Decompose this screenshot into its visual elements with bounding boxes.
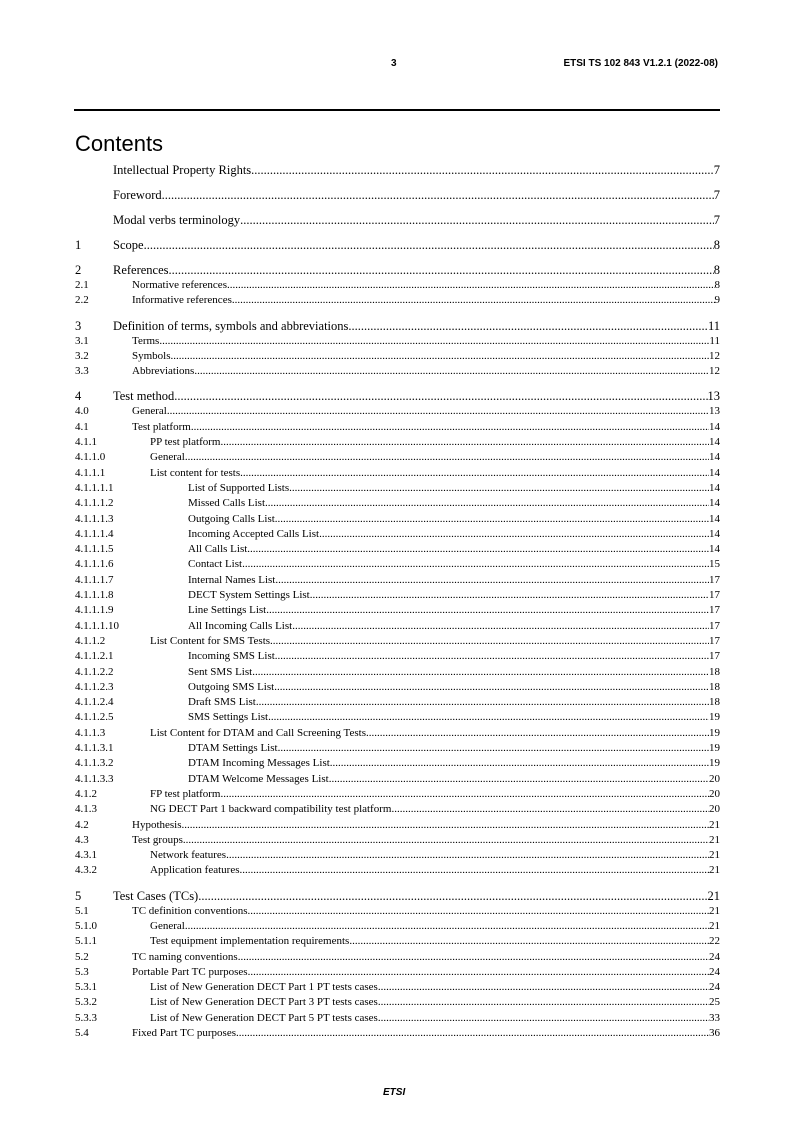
toc-entry[interactable] (75, 904, 720, 919)
toc-entry[interactable] (75, 389, 720, 404)
toc-entry[interactable] (75, 213, 720, 228)
toc-page-number: 14 (709, 420, 720, 433)
toc-leader-dots (391, 802, 709, 817)
toc-leader-dots (174, 389, 707, 404)
toc-title: Modal verbs terminology (113, 213, 241, 227)
toc-page-number: 13 (709, 405, 720, 418)
toc-entry[interactable] (75, 710, 720, 725)
toc-number: 5.1 (75, 904, 89, 917)
toc-number: 4.3.1 (75, 849, 97, 862)
toc-entry[interactable] (75, 980, 720, 995)
toc-leader-dots (242, 557, 709, 572)
toc-number: 4.1.1.1 (75, 466, 106, 479)
toc-leader-dots (378, 995, 709, 1010)
toc-number: 4.1.1.3.1 (75, 742, 114, 755)
toc-leader-dots (194, 364, 709, 379)
toc-number: 1 (75, 238, 82, 252)
toc-entry[interactable] (75, 848, 720, 863)
toc-entry[interactable] (75, 741, 720, 756)
page-title: Contents (75, 130, 164, 156)
toc-title: General (150, 919, 185, 932)
toc-entry[interactable] (75, 263, 720, 278)
toc-leader-dots (232, 293, 715, 308)
toc-page-number: 24 (709, 965, 720, 978)
toc-title: Outgoing SMS List (188, 680, 275, 693)
toc-entry[interactable] (75, 756, 720, 771)
toc-entry[interactable] (75, 588, 720, 603)
toc-title: General (132, 405, 167, 418)
toc-leader-dots (310, 588, 709, 603)
toc-leader-dots (226, 848, 709, 863)
toc-page-number: 17 (709, 650, 720, 663)
toc-leader-dots (366, 726, 709, 741)
toc-number: 5.3.3 (75, 1011, 97, 1024)
toc-page-number: 21 (709, 904, 720, 917)
toc-title: Abbreviations (132, 365, 195, 378)
toc-entry[interactable] (75, 680, 720, 695)
toc-leader-dots (270, 634, 709, 649)
toc-number: 5.3 (75, 965, 89, 978)
toc-entry[interactable] (75, 420, 720, 435)
toc-title: Application features (150, 864, 240, 877)
toc-number: 2.1 (75, 279, 89, 291)
toc-title: TC naming conventions (132, 950, 238, 963)
toc-entry[interactable] (75, 787, 720, 802)
toc-number: 4.1.1.2.4 (75, 696, 114, 709)
page-number: 3 (391, 58, 397, 69)
toc-page-number: 18 (709, 680, 720, 693)
toc-entry[interactable] (75, 802, 720, 817)
toc-number: 4.1.1.3.3 (75, 772, 114, 785)
toc-page-number: 24 (709, 981, 720, 994)
toc-leader-dots (198, 889, 707, 904)
toc-title: Network features (150, 849, 227, 862)
toc-title: Definition of terms, symbols and abbreviations (113, 318, 349, 333)
toc-number: 3.1 (75, 334, 89, 347)
toc-page-number: 19 (709, 742, 720, 755)
toc-number: 4.0 (75, 405, 89, 418)
toc-title: List of New Generation DECT Part 3 PT tests cases (150, 996, 378, 1009)
toc-title: Contact List (188, 558, 243, 571)
toc-leader-dots (247, 542, 709, 557)
toc-title: Hypothesis (132, 818, 182, 831)
toc-title: Terms (132, 334, 160, 347)
toc-title: Missed Calls List (188, 497, 266, 510)
toc-page-number: 21 (709, 919, 720, 932)
toc-title: Outgoing Calls List (188, 512, 275, 525)
toc-number: 5.2 (75, 950, 89, 963)
toc-entry[interactable] (75, 496, 720, 511)
toc-page-number: 13 (707, 389, 720, 404)
toc-title: Line Settings List (188, 604, 267, 617)
toc-page-number: 33 (709, 1011, 720, 1024)
toc-title: TC definition conventions (132, 904, 248, 917)
toc-entry[interactable] (75, 889, 720, 904)
toc-entry[interactable] (75, 404, 720, 419)
toc-page-number: 21 (709, 864, 720, 877)
toc-entry[interactable] (75, 435, 720, 450)
toc-title: NG DECT Part 1 backward compatibility test platform (150, 803, 392, 816)
toc-leader-dots (240, 863, 710, 878)
toc-entry[interactable] (75, 934, 720, 949)
toc-number: 4.1.1.1.9 (75, 604, 114, 617)
toc-title: Test equipment implementation requirements (150, 935, 350, 948)
toc-title: General (150, 451, 185, 464)
toc-title: DTAM Incoming Messages List (188, 757, 330, 770)
toc-page-number: 19 (709, 726, 720, 739)
footer-etsi: ETSI (383, 1087, 406, 1098)
toc-leader-dots (378, 980, 709, 995)
toc-page-number: 8 (714, 279, 720, 291)
toc-page-number: 14 (709, 512, 720, 525)
toc-title: Test method (113, 389, 175, 404)
toc-page-number: 14 (709, 481, 720, 494)
toc-entry[interactable] (75, 319, 720, 334)
toc-title: List Content for SMS Tests (150, 634, 271, 647)
toc-page-number: 12 (709, 365, 720, 378)
toc-leader-dots (266, 603, 709, 618)
toc-page-number: 19 (709, 757, 720, 770)
toc-leader-dots (185, 919, 709, 934)
toc-leader-dots (248, 965, 709, 980)
toc-number: 4.3.2 (75, 864, 97, 877)
toc-leader-dots (275, 512, 709, 527)
toc-number: 4.1.1.1.1 (75, 481, 114, 494)
toc-entry[interactable] (75, 349, 720, 364)
toc-leader-dots (240, 466, 709, 481)
toc-page-number: 22 (709, 935, 720, 948)
toc-leader-dots (252, 665, 709, 680)
toc-title: List Content for DTAM and Call Screening Tests (150, 726, 366, 739)
toc-entry[interactable] (75, 695, 720, 710)
toc-leader-dots (183, 833, 709, 848)
toc-entry[interactable] (75, 950, 720, 965)
toc-leader-dots (329, 772, 709, 787)
toc-title: DTAM Welcome Messages List (188, 772, 329, 785)
toc-page-number: 15 (709, 558, 720, 571)
toc-title: References (113, 263, 169, 277)
toc-number: 4.2 (75, 818, 89, 831)
toc-entry[interactable] (75, 542, 720, 557)
toc-title: DECT System Settings List (188, 589, 310, 602)
toc-page-number: 18 (709, 696, 720, 709)
toc-entry[interactable] (75, 573, 720, 588)
toc-page-number: 7 (713, 213, 720, 227)
toc-title: Incoming SMS List (188, 650, 275, 663)
toc-entry[interactable] (75, 965, 720, 980)
toc-number: 4.1.1.2 (75, 634, 106, 647)
toc-title: Test groups (132, 833, 183, 846)
toc-title: All Calls List (188, 543, 248, 556)
toc-page-number: 20 (709, 772, 720, 785)
toc-number: 4 (75, 389, 82, 404)
toc-page-number: 17 (709, 619, 720, 632)
toc-page-number: 21 (709, 849, 720, 862)
toc-number: 3.3 (75, 365, 89, 378)
toc-leader-dots (265, 496, 709, 511)
toc-leader-dots (144, 238, 714, 253)
toc-entry[interactable] (75, 603, 720, 618)
toc-number: 4.1.1.3.2 (75, 757, 114, 770)
toc-title: SMS Settings List (188, 711, 269, 724)
toc-entry[interactable] (75, 995, 720, 1010)
toc-title: Scope (113, 238, 144, 252)
toc-entry[interactable] (75, 833, 720, 848)
toc-title: Intellectual Property Rights (113, 163, 252, 177)
toc-page-number: 21 (709, 818, 720, 831)
toc-page-number: 11 (707, 318, 720, 333)
toc-number: 4.1.1.2.3 (75, 680, 114, 693)
toc-leader-dots (185, 450, 709, 465)
toc-page-number: 36 (709, 1027, 720, 1040)
toc-page-number: 24 (709, 950, 720, 963)
toc-leader-dots (238, 950, 709, 965)
toc-leader-dots (169, 263, 714, 278)
toc-page-number: 7 (713, 163, 720, 177)
toc-title: Draft SMS List (188, 696, 256, 709)
toc-title: List of New Generation DECT Part 5 PT tests cases (150, 1011, 378, 1024)
toc-page-number: 21 (709, 833, 720, 846)
toc-number: 4.1.1.2.2 (75, 665, 114, 678)
toc-page-number: 17 (709, 634, 720, 647)
toc-page-number: 18 (709, 665, 720, 678)
toc-page-number: 14 (709, 497, 720, 510)
toc-title: List of New Generation DECT Part 1 PT tests cases (150, 981, 378, 994)
toc-page-number: 11 (709, 334, 720, 347)
toc-title: PP test platform (150, 436, 221, 449)
header-rule (74, 109, 720, 111)
toc-leader-dots (274, 680, 709, 695)
toc-page-number: 14 (709, 466, 720, 479)
table-of-contents (75, 163, 720, 1041)
toc-number: 3.2 (75, 349, 89, 362)
toc-leader-dots (330, 756, 709, 771)
toc-number: 4.1.2 (75, 787, 97, 800)
toc-leader-dots (275, 573, 709, 588)
toc-title: Portable Part TC purposes (132, 965, 248, 978)
toc-entry[interactable] (75, 481, 720, 496)
toc-number: 4.1.1.0 (75, 451, 106, 464)
toc-page-number: 9 (714, 294, 720, 307)
toc-leader-dots (319, 527, 709, 542)
toc-page-number: 20 (709, 787, 720, 800)
toc-page-number: 17 (709, 573, 720, 586)
toc-entry[interactable] (75, 512, 720, 527)
toc-number: 5 (75, 888, 82, 903)
toc-page-number: 8 (713, 238, 720, 252)
toc-entry[interactable] (75, 293, 720, 308)
toc-entry[interactable] (75, 334, 720, 349)
toc-leader-dots (220, 435, 709, 450)
toc-page-number: 14 (709, 543, 720, 556)
toc-entry[interactable] (75, 818, 720, 833)
toc-leader-dots (349, 934, 709, 949)
toc-leader-dots (236, 1026, 709, 1041)
toc-number: 4.1.1.1.3 (75, 512, 114, 525)
toc-title: Symbols (132, 349, 171, 362)
toc-number: 2.2 (75, 294, 89, 307)
toc-entry[interactable] (75, 919, 720, 934)
toc-title: All Incoming Calls List (188, 619, 293, 632)
toc-title: List content for tests (150, 466, 241, 479)
toc-page-number: 14 (709, 451, 720, 464)
toc-page-number: 17 (709, 604, 720, 617)
toc-title: Incoming Accepted Calls List (188, 527, 320, 540)
toc-leader-dots (171, 349, 709, 364)
toc-leader-dots (348, 319, 708, 334)
document-id: ETSI TS 102 843 V1.2.1 (2022-08) (563, 58, 718, 69)
toc-entry[interactable] (75, 634, 720, 649)
toc-entry[interactable] (75, 619, 720, 634)
toc-page-number: 17 (709, 589, 720, 602)
toc-number: 4.1.1.1.5 (75, 543, 114, 556)
toc-number: 4.1.1.1.8 (75, 589, 114, 602)
toc-page-number: 21 (707, 888, 720, 903)
toc-entry[interactable] (75, 188, 720, 203)
toc-leader-dots (289, 481, 709, 496)
toc-title: Test platform (132, 420, 191, 433)
toc-entry[interactable] (75, 1011, 720, 1026)
toc-entry[interactable] (75, 772, 720, 787)
toc-leader-dots (159, 334, 709, 349)
toc-leader-dots (256, 695, 709, 710)
toc-number: 4.1.1.1.6 (75, 558, 114, 571)
toc-page-number: 8 (713, 263, 720, 277)
toc-entry[interactable] (75, 863, 720, 878)
toc-title: FP test platform (150, 787, 221, 800)
toc-number: 4.1.1.2.1 (75, 650, 114, 663)
toc-number: 4.1.1.1.10 (75, 619, 119, 632)
toc-leader-dots (162, 188, 714, 203)
toc-page-number: 25 (709, 996, 720, 1009)
toc-entry[interactable] (75, 726, 720, 741)
toc-leader-dots (275, 649, 709, 664)
toc-page-number: 19 (709, 711, 720, 724)
toc-page-number: 14 (709, 527, 720, 540)
toc-number: 4.1.3 (75, 803, 97, 816)
toc-title: DTAM Settings List (188, 742, 278, 755)
toc-leader-dots (247, 904, 709, 919)
toc-entry[interactable] (75, 527, 720, 542)
toc-number: 5.4 (75, 1027, 89, 1040)
toc-title: Sent SMS List (188, 665, 253, 678)
toc-entry[interactable] (75, 163, 720, 178)
toc-number: 4.3 (75, 833, 89, 846)
toc-number: 2 (75, 263, 82, 277)
toc-number: 4.1.1.1.7 (75, 573, 114, 586)
toc-number: 5.3.1 (75, 981, 97, 994)
toc-title: Foreword (113, 188, 162, 202)
toc-number: 4.1.1.1.2 (75, 497, 114, 510)
toc-title: Test Cases (TCs) (113, 888, 199, 903)
toc-title: Internal Names List (188, 573, 276, 586)
toc-leader-dots (251, 163, 714, 178)
toc-leader-dots (227, 278, 715, 293)
toc-page-number: 20 (709, 803, 720, 816)
toc-leader-dots (378, 1011, 709, 1026)
toc-page-number: 12 (709, 349, 720, 362)
toc-leader-dots (220, 787, 709, 802)
toc-number: 5.1.0 (75, 919, 97, 932)
toc-leader-dots (191, 420, 709, 435)
toc-title: Informative references (132, 294, 232, 307)
toc-number: 4.1.1 (75, 436, 97, 449)
toc-leader-dots (278, 741, 709, 756)
toc-entry[interactable] (75, 1026, 720, 1041)
toc-leader-dots (167, 404, 709, 419)
toc-entry[interactable] (75, 466, 720, 481)
toc-number: 5.3.2 (75, 996, 97, 1009)
toc-entry[interactable] (75, 649, 720, 664)
toc-entry[interactable] (75, 450, 720, 465)
toc-number: 4.1.1.2.5 (75, 711, 114, 724)
toc-leader-dots (292, 619, 709, 634)
toc-number: 3 (75, 318, 82, 333)
toc-leader-dots (240, 213, 714, 228)
toc-number: 5.1.1 (75, 935, 97, 948)
toc-title: Fixed Part TC purposes (132, 1027, 236, 1040)
toc-page-number: 7 (713, 188, 720, 202)
toc-entry[interactable] (75, 665, 720, 680)
toc-page-number: 14 (709, 436, 720, 449)
toc-number: 4.1.1.1.4 (75, 527, 114, 540)
toc-entry[interactable] (75, 557, 720, 572)
toc-number: 4.1 (75, 420, 89, 433)
toc-entry[interactable] (75, 278, 720, 293)
toc-number: 4.1.1.3 (75, 726, 106, 739)
toc-leader-dots (268, 710, 709, 725)
toc-entry[interactable] (75, 238, 720, 253)
toc-title: List of Supported Lists (188, 481, 290, 494)
toc-leader-dots (182, 818, 710, 833)
toc-entry[interactable] (75, 364, 720, 379)
toc-title: Normative references (132, 279, 227, 291)
